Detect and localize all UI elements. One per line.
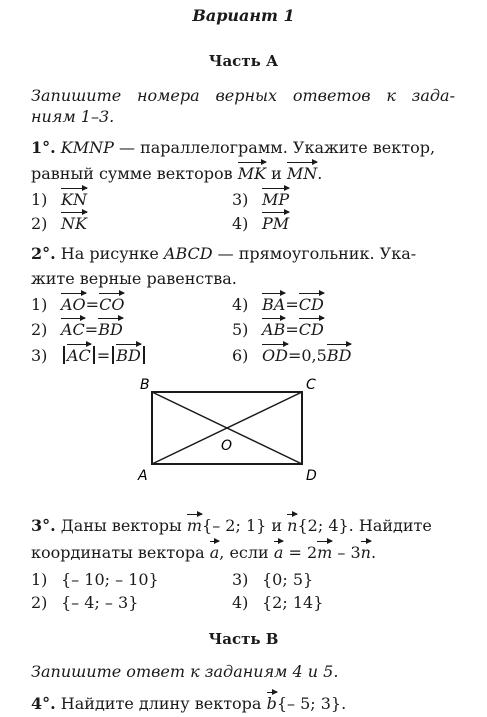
q1-vector-2: MN (286, 164, 318, 183)
q3-option-2: 2) {– 4; – 3} (31, 593, 139, 612)
variant-title: Вариант 1 (192, 6, 295, 25)
center-o-label: O (221, 438, 233, 454)
q3-vector-n: n (287, 516, 298, 535)
q2-option-6: 6) OD=0,5BD (232, 346, 352, 365)
q3-number: 3°. (31, 516, 56, 535)
q3-option-4: 4) {2; 14} (232, 593, 324, 612)
q1-option-1-vector: KN (61, 190, 87, 209)
q1-option-4-vector: PM (262, 214, 290, 233)
q3-option-3: 3) {0; 5} (232, 570, 314, 589)
vertex-c-label: C (306, 377, 316, 393)
vertex-d-label: D (306, 468, 317, 484)
q1-option-2-vector: NK (61, 214, 87, 233)
q3-line1: 3°. Даны векторы m{– 2; 1} и n{2; 4}. Найдите (31, 516, 432, 535)
q2-option-1: 1) AO=CO (31, 295, 125, 314)
vertex-b-label: B (140, 377, 150, 393)
q2-text2: — прямоугольник. Ука- (217, 244, 417, 263)
part-b-title: Часть В (208, 630, 279, 648)
q2-option-4: 4) BA=CD (232, 295, 324, 314)
q1-option-1: 1) KN (31, 190, 87, 209)
q2-number: 2°. (31, 244, 56, 263)
q2-line2: жите верные равенства. (31, 269, 237, 288)
q2-option-3: 3) AC = BD (31, 346, 147, 365)
q4-line: 4°. Найдите длину вектора b{– 5; 3}. (31, 694, 347, 713)
q3-text1: Даны векторы (60, 516, 182, 535)
q2-text1: На рисунке (60, 244, 159, 263)
q1-option-3-vector: MP (262, 190, 290, 209)
q1-figure-name: KMNP (60, 138, 114, 157)
q4-number: 4°. (31, 694, 56, 713)
instruction-a-line1: Запишите номера верных ответов к зада- (31, 86, 455, 105)
q1-text2: равный сумме векторов (31, 164, 233, 183)
vertex-a-label: A (138, 468, 148, 484)
q1-and: и (271, 164, 282, 183)
q1-number: 1°. (31, 138, 56, 157)
q3-option-1: 1) {– 10; – 10} (31, 570, 159, 589)
instruction-b: Запишите ответ к заданиям 4 и 5. (31, 662, 339, 681)
q3-vector-m: m (186, 516, 203, 535)
q2-figure-name: ABCD (163, 244, 213, 263)
q2-option-5: 5) AB=CD (232, 320, 324, 339)
q4-text: Найдите длину вектора (60, 694, 262, 713)
q1-vector-1: MK (237, 164, 267, 183)
q3-line2: координаты вектора a, если a = 2m – 3n. (31, 543, 377, 562)
q1-line1 (31, 138, 435, 157)
q1-option-3: 3) MP (232, 190, 290, 209)
q1-option-4: 4) PM (232, 214, 290, 233)
q2-option-2: 2) AC=BD (31, 320, 123, 339)
q2-line1 (31, 244, 416, 263)
q1-line2: равный сумме векторов MK и MN. (31, 164, 323, 183)
q1-text1: — параллелограмм. Укажите вектор, (119, 138, 436, 157)
q1-option-2: 2) NK (31, 214, 87, 233)
instruction-a-line2: ниям 1–3. (31, 107, 115, 126)
q3-vector-a: a (209, 543, 220, 562)
part-a-title: Часть А (208, 52, 279, 70)
rectangle-abcd-figure (130, 376, 330, 486)
q4-vector-b: b (266, 694, 277, 713)
